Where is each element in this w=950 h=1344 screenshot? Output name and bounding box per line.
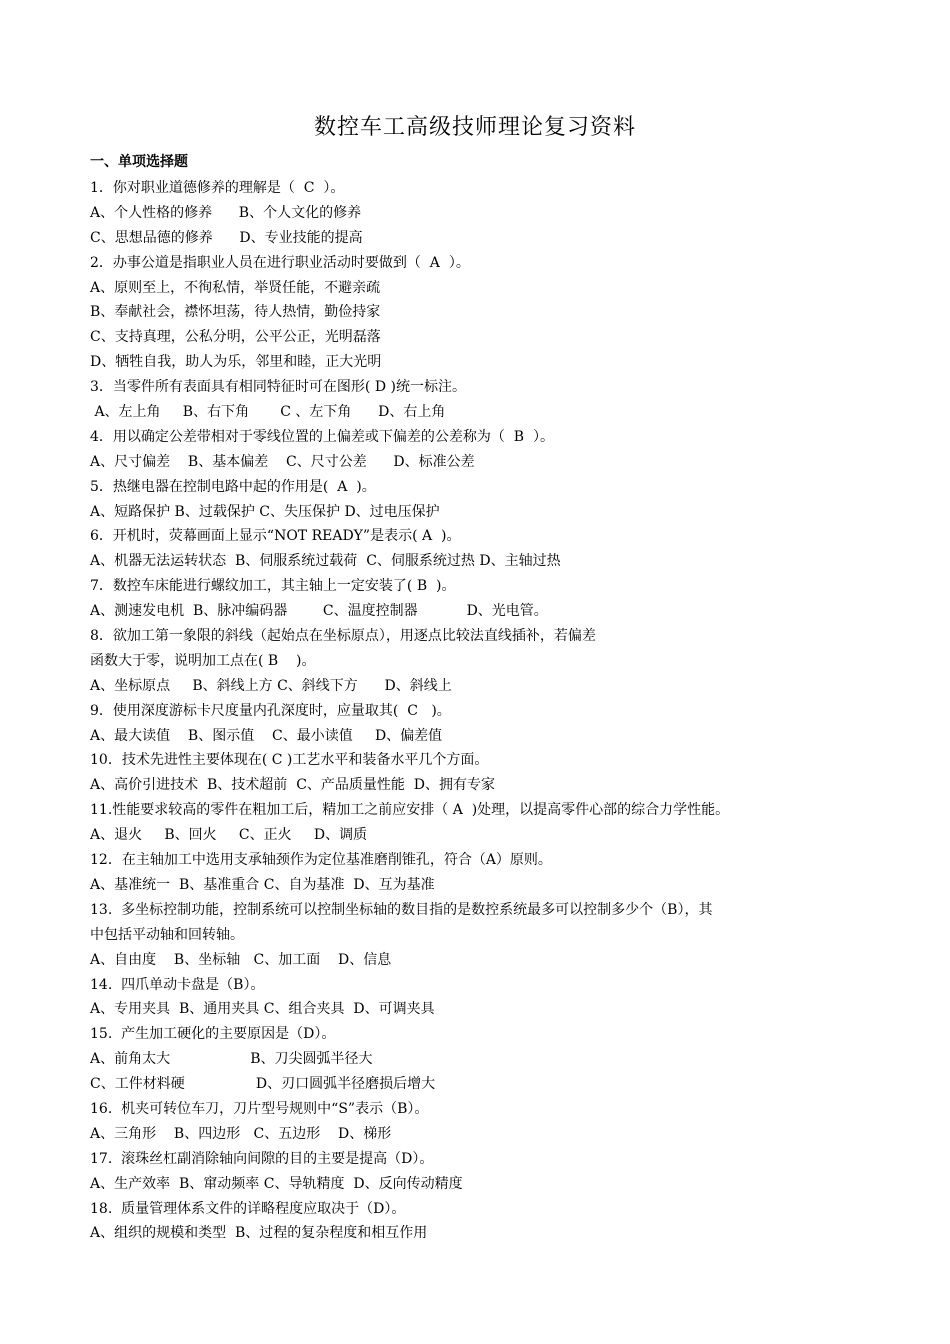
text-line: 5．热继电器在控制电路中起的作用是( A )。 bbox=[90, 478, 376, 495]
text-line: 2．办事公道是指职业人员在进行职业活动时要做到（ A ）。 bbox=[90, 254, 470, 271]
text-line: 6．开机时，荧幕画面上显示“NOT READY”是表示( A )。 bbox=[90, 528, 461, 545]
section-heading: 一、单项选择题 bbox=[90, 154, 188, 170]
text-line: 3．当零件所有表面具有相同特征时可在图形( D )统一标注。 bbox=[90, 379, 466, 396]
text-line: A、基准统一 B、基准重合 C、自为基准 D、互为基准 bbox=[90, 876, 435, 893]
text-line: A、三角形 B、四边形 C、五边形 D、梯形 bbox=[90, 1125, 392, 1142]
text-line: 17. 滚珠丝杠副消除轴向间隙的目的主要是提高（D）。 bbox=[90, 1150, 434, 1167]
text-line: D、牺牲自我，助人为乐，邻里和睦，正大光明 bbox=[90, 354, 382, 371]
text-line: 10．技术先进性主要体现在( C )工艺水平和装备水平几个方面。 bbox=[90, 752, 489, 769]
question-list bbox=[90, 176, 870, 1246]
text-line: 16. 机夹可转位车刀，刀片型号规则中“S”表示（B）。 bbox=[90, 1100, 429, 1117]
text-line: 15. 产生加工硬化的主要原因是（D）。 bbox=[90, 1026, 336, 1043]
text-line: A、个人性格的修养 B、个人文化的修养 bbox=[90, 204, 362, 221]
text-line: A、最大读值 B、图示值 C、最小读值 D、偏差值 bbox=[90, 727, 443, 744]
text-line: C、支持真理，公私分明，公平公正，光明磊落 bbox=[90, 329, 381, 346]
text-line: 8．欲加工第一象限的斜线（起始点在坐标原点），用逐点比较法直线插补，若偏差 bbox=[90, 628, 596, 645]
text-line: 18. 质量管理体系文件的详略程度应取决于（D）。 bbox=[90, 1200, 406, 1217]
text-line: A、左上角 B、右下角 C 、左下角 D、右上角 bbox=[90, 404, 446, 421]
text-line: C、工件材料硬 D、刃口圆弧半径磨损后增大 bbox=[90, 1076, 436, 1093]
page-title: 数控车工高级技师理论复习资料 bbox=[313, 115, 636, 140]
text-line: A、退火 B、回火 C、正火 D、调质 bbox=[90, 827, 368, 844]
text-line: A、专用夹具 B、通用夹具 C、组合夹具 D、可调夹具 bbox=[90, 1001, 435, 1018]
text-line: A、短路保护 B、过载保护 C、失压保护 D、过电压保护 bbox=[90, 503, 440, 520]
text-line: A、测速发电机 B、脉冲编码器 C、温度控制器 D、光电管。 bbox=[90, 603, 548, 620]
text-line: A、生产效率 B、窜动频率 C、导轨精度 D、反向传动精度 bbox=[90, 1175, 463, 1192]
text-line: 9．使用深度游标卡尺度量内孔深度时，应量取其( C )。 bbox=[90, 702, 451, 719]
text-line: A、原则至上，不徇私情，举贤任能，不避亲疏 bbox=[90, 279, 381, 296]
text-line: C、思想品德的修养 D、专业技能的提高 bbox=[90, 229, 363, 246]
text-line: B、奉献社会，襟怀坦荡，待人热情，勤俭持家 bbox=[90, 304, 381, 321]
text-line: 4．用以确定公差带相对于零线位置的上偏差或下偏差的公差称为（ B ）。 bbox=[90, 428, 554, 445]
text-line: A、组织的规模和类型 B、过程的复杂程度和相互作用 bbox=[90, 1225, 428, 1242]
text-line: 12．在主轴加工中选用支承轴颈作为定位基准磨削锥孔，符合（A）原则。 bbox=[90, 852, 552, 869]
text-line: 1．你对职业道德修养的理解是（ C ）。 bbox=[90, 180, 345, 196]
text-line: 14. 四爪单动卡盘是（B）。 bbox=[90, 976, 265, 993]
text-line: A、前角太大 B、刀尖圆弧半径大 bbox=[90, 1051, 373, 1068]
text-line: A、自由度 B、坐标轴 C、加工面 D、信息 bbox=[90, 951, 392, 968]
text-line: A、坐标原点 B、斜线上方 C、斜线下方 D、斜线上 bbox=[90, 677, 452, 694]
text-line: A、机器无法运转状态 B、伺服系统过载荷 C、伺服系统过热 D、主轴过热 bbox=[90, 553, 561, 570]
text-line: A、尺寸偏差 B、基本偏差 C、尺寸公差 D、标准公差 bbox=[90, 453, 475, 470]
text-line: 11.性能要求较高的零件在粗加工后，精加工之前应安排（ A )处理，以提高零件心部的综合力学性能。 bbox=[90, 802, 730, 819]
text-line: 函数大于零，说明加工点在( B )。 bbox=[90, 652, 316, 669]
text-line: 7．数控车床能进行螺纹加工，其主轴上一定安装了( B )。 bbox=[90, 578, 456, 595]
text-line: 中包括平动轴和回转轴。 bbox=[90, 926, 244, 943]
text-line: A、高价引进技术 B、技术超前 C、产品质量性能 D、拥有专家 bbox=[90, 777, 496, 794]
text-line: 13. 多坐标控制功能，控制系统可以控制坐标轴的数目指的是数控系统最多可以控制多少个（B），其 bbox=[90, 901, 713, 918]
